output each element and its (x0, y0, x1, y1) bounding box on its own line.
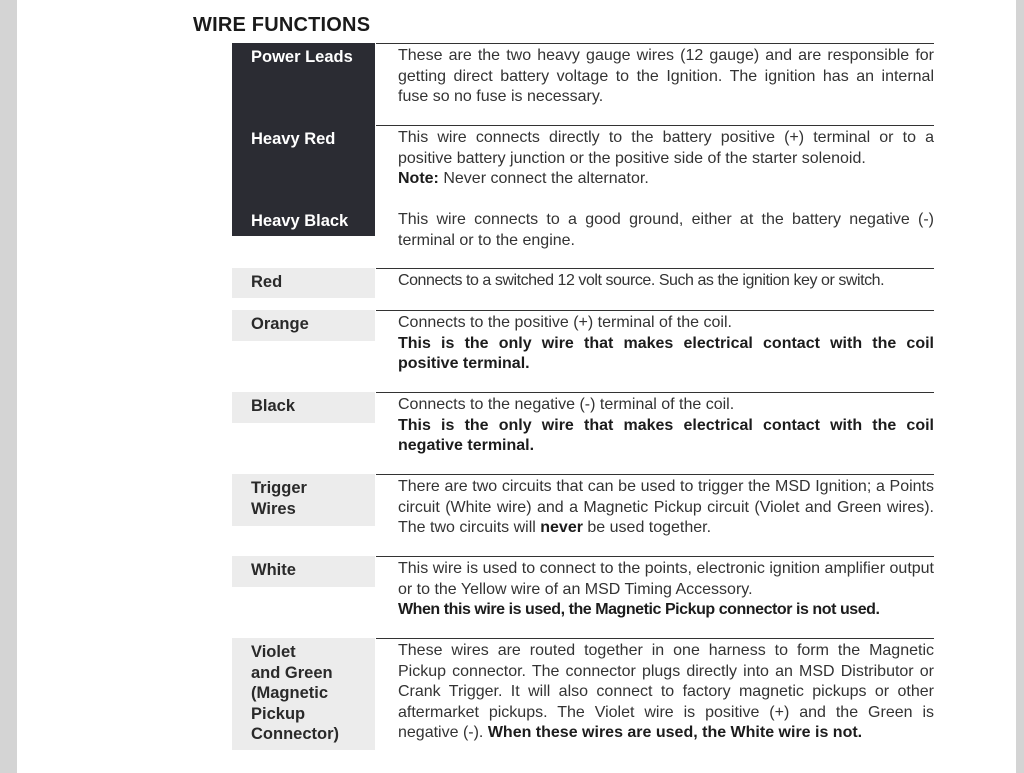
wire-description: This wire connects directly to the battery positive (+) terminal or to a positive battery junction or the positive side of the starter solenoid. Note: Never connect the alternator. (376, 125, 934, 190)
manual-page (17, 0, 1016, 773)
wire-label: Heavy Red (232, 125, 375, 207)
wire-label: Trigger Wires (232, 474, 375, 526)
wire-label: Heavy Black (232, 207, 375, 236)
wire-label: Power Leads (232, 43, 375, 125)
wire-description: These wires are routed together in one harness to form the Magnetic Pickup connector. The connector plugs directly into an MSD Distributor or Crank Trigger. It will also connect to factory magnetic pickups or other aftermarket pickups. The Violet wire is positive (+) and the Green is negative (-). When these wires are used, the White wire is not. (376, 638, 934, 744)
wire-description: Connects to the negative (-) terminal of the coil. This is the only wire that makes electrical contact with the coil negative terminal. (376, 392, 934, 457)
wire-description: There are two circuits that can be used to trigger the MSD Ignition; a Points circuit (White wire) and a Magnetic Pickup circuit (Violet and Green wires). The two circuits will never be used together. (376, 474, 934, 539)
wire-label: White (232, 556, 375, 587)
wire-description: Connects to a switched 12 volt source. Such as the ignition key or switch. (376, 268, 934, 292)
wire-label: Red (232, 268, 375, 298)
section-title: WIRE FUNCTIONS (193, 14, 371, 36)
wire-description: Connects to the positive (+) terminal of the coil. This is the only wire that makes electrical contact with the coil positive terminal. (376, 310, 934, 375)
wire-label: Black (232, 392, 375, 423)
wire-description: These are the two heavy gauge wires (12 gauge) and are responsible for getting direct battery voltage to the Ignition. The ignition has an internal fuse so no fuse is necessary. (376, 43, 934, 108)
wire-label: Violet and Green (Magnetic Pickup Connector) (232, 638, 375, 750)
wire-description: This wire is used to connect to the points, electronic ignition amplifier output or to the Yellow wire of an MSD Timing Accessory. When this wire is used, the Magnetic Pickup connector is not used. (376, 556, 934, 621)
wire-description: This wire connects to a good ground, either at the battery negative (-) terminal or to the engine. (398, 211, 934, 249)
note-label: Note: (398, 170, 439, 187)
wire-label: Orange (232, 310, 375, 341)
